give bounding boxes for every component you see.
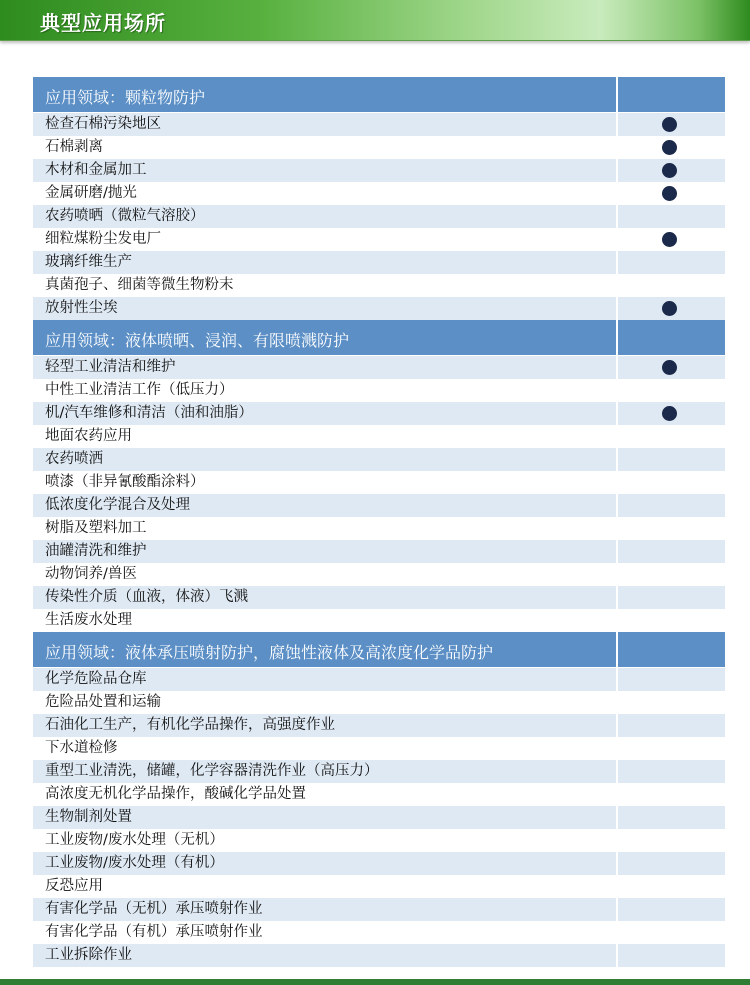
section-header bbox=[33, 632, 725, 668]
row-label: 玻璃纤维生产 bbox=[45, 254, 132, 270]
column-divider bbox=[616, 274, 618, 297]
column-divider bbox=[616, 783, 618, 806]
table-row bbox=[33, 159, 725, 182]
row-label: 农药喷洒 bbox=[45, 451, 103, 467]
page-title: 典型应用场所 bbox=[40, 11, 166, 35]
section-header bbox=[33, 320, 725, 356]
column-divider bbox=[616, 494, 618, 517]
table-row bbox=[33, 737, 725, 760]
row-label: 石棉剥离 bbox=[45, 139, 103, 155]
column-divider bbox=[616, 113, 618, 136]
row-label: 低浓度化学混合及处理 bbox=[45, 497, 190, 513]
row-label: 机/汽车维修和清洁（油和油脂） bbox=[45, 405, 253, 421]
column-divider bbox=[616, 182, 618, 205]
table-row bbox=[33, 563, 725, 586]
section-header-label: 应用领域：颗粒物防护 bbox=[45, 88, 206, 107]
table-row bbox=[33, 356, 725, 379]
column-divider bbox=[616, 737, 618, 760]
table-row bbox=[33, 251, 725, 274]
table-row bbox=[33, 471, 725, 494]
row-label: 农药喷晒（微粒气溶胶） bbox=[45, 208, 205, 224]
table-row bbox=[33, 448, 725, 471]
row-label: 反恐应用 bbox=[45, 878, 103, 894]
row-label: 放射性尘埃 bbox=[45, 300, 118, 316]
column-divider bbox=[616, 875, 618, 898]
column-divider bbox=[616, 609, 618, 632]
row-label: 生物制剂处置 bbox=[45, 809, 132, 825]
column-divider bbox=[616, 159, 618, 182]
row-label: 工业废物/废水处理（有机） bbox=[45, 855, 224, 871]
column-divider bbox=[616, 632, 618, 667]
column-divider bbox=[616, 379, 618, 402]
column-divider bbox=[616, 471, 618, 494]
applicable-dot-icon bbox=[662, 360, 677, 375]
applicable-dot-icon bbox=[662, 406, 677, 421]
section-header-label: 应用领域：液体喷晒、浸润、有限喷溅防护 bbox=[45, 331, 350, 350]
table-row bbox=[33, 379, 725, 402]
column-divider bbox=[616, 228, 618, 251]
table-row bbox=[33, 806, 725, 829]
column-divider bbox=[616, 714, 618, 737]
row-label: 地面农药应用 bbox=[45, 428, 132, 444]
table-row bbox=[33, 297, 725, 320]
row-label: 高浓度无机化学品操作，酸碱化学品处置 bbox=[45, 786, 306, 802]
table-row bbox=[33, 852, 725, 875]
row-label: 传染性介质（血液，体液）飞溅 bbox=[45, 589, 248, 605]
applicable-dot-icon bbox=[662, 140, 677, 155]
row-label: 生活废水处理 bbox=[45, 612, 132, 628]
table-row bbox=[33, 609, 725, 632]
row-label: 石油化工生产，有机化学品操作，高强度作业 bbox=[45, 717, 335, 733]
column-divider bbox=[616, 205, 618, 228]
column-divider bbox=[616, 448, 618, 471]
column-divider bbox=[616, 829, 618, 852]
footer-bar bbox=[0, 979, 750, 985]
table-row bbox=[33, 783, 725, 806]
row-label: 危险品处置和运输 bbox=[45, 694, 161, 710]
row-label: 有害化学品（有机）承压喷射作业 bbox=[45, 924, 263, 940]
row-label: 重型工业清洗，储罐，化学容器清洗作业（高压力） bbox=[45, 763, 379, 779]
applicable-dot-icon bbox=[662, 186, 677, 201]
row-label: 油罐清洗和维护 bbox=[45, 543, 147, 559]
title-banner bbox=[0, 0, 750, 41]
table-row bbox=[33, 760, 725, 783]
row-label: 有害化学品（无机）承压喷射作业 bbox=[45, 901, 263, 917]
row-label: 工业废物/废水处理（无机） bbox=[45, 832, 224, 848]
column-divider bbox=[616, 898, 618, 921]
row-label: 检查石棉污染地区 bbox=[45, 116, 161, 132]
applicable-dot-icon bbox=[662, 301, 677, 316]
row-label: 工业拆除作业 bbox=[45, 947, 132, 963]
column-divider bbox=[616, 586, 618, 609]
table-row bbox=[33, 944, 725, 967]
column-divider bbox=[616, 77, 618, 112]
row-label: 轻型工业清洁和维护 bbox=[45, 359, 176, 375]
column-divider bbox=[616, 425, 618, 448]
column-divider bbox=[616, 944, 618, 967]
row-label: 金属研磨/抛光 bbox=[45, 185, 137, 201]
row-label: 细粒煤粉尘发电厂 bbox=[45, 231, 161, 247]
table-row bbox=[33, 402, 725, 425]
table-row bbox=[33, 668, 725, 691]
table-row bbox=[33, 586, 725, 609]
column-divider bbox=[616, 136, 618, 159]
table-row bbox=[33, 228, 725, 251]
table-row bbox=[33, 898, 725, 921]
row-label: 木材和金属加工 bbox=[45, 162, 147, 178]
table-row bbox=[33, 921, 725, 944]
column-divider bbox=[616, 806, 618, 829]
table-row bbox=[33, 425, 725, 448]
table-row bbox=[33, 829, 725, 852]
column-divider bbox=[616, 517, 618, 540]
column-divider bbox=[616, 563, 618, 586]
column-divider bbox=[616, 852, 618, 875]
column-divider bbox=[616, 760, 618, 783]
table-row bbox=[33, 691, 725, 714]
row-label: 真菌孢子、细菌等微生物粉末 bbox=[45, 277, 234, 293]
application-table bbox=[33, 77, 725, 967]
column-divider bbox=[616, 356, 618, 379]
column-divider bbox=[616, 540, 618, 563]
row-label: 动物饲养/兽医 bbox=[45, 566, 137, 582]
table-row bbox=[33, 113, 725, 136]
table-row bbox=[33, 136, 725, 159]
table-row bbox=[33, 517, 725, 540]
table-row bbox=[33, 182, 725, 205]
table-row bbox=[33, 494, 725, 517]
column-divider bbox=[616, 251, 618, 274]
column-divider bbox=[616, 297, 618, 320]
row-label: 下水道检修 bbox=[45, 740, 118, 756]
table-row bbox=[33, 274, 725, 297]
table-row bbox=[33, 540, 725, 563]
row-label: 中性工业清洁工作（低压力） bbox=[45, 382, 234, 398]
applicable-dot-icon bbox=[662, 232, 677, 247]
applicable-dot-icon bbox=[662, 117, 677, 132]
column-divider bbox=[616, 691, 618, 714]
applicable-dot-icon bbox=[662, 163, 677, 178]
section-header bbox=[33, 77, 725, 113]
table-row bbox=[33, 205, 725, 228]
table-row bbox=[33, 714, 725, 737]
column-divider bbox=[616, 668, 618, 691]
column-divider bbox=[616, 402, 618, 425]
row-label: 树脂及塑料加工 bbox=[45, 520, 147, 536]
column-divider bbox=[616, 320, 618, 355]
row-label: 喷漆（非异氰酸酯涂料） bbox=[45, 474, 205, 490]
table-row bbox=[33, 875, 725, 898]
section-header-label: 应用领域：液体承压喷射防护，腐蚀性液体及高浓度化学品防护 bbox=[45, 643, 494, 662]
column-divider bbox=[616, 921, 618, 944]
row-label: 化学危险品仓库 bbox=[45, 671, 147, 687]
